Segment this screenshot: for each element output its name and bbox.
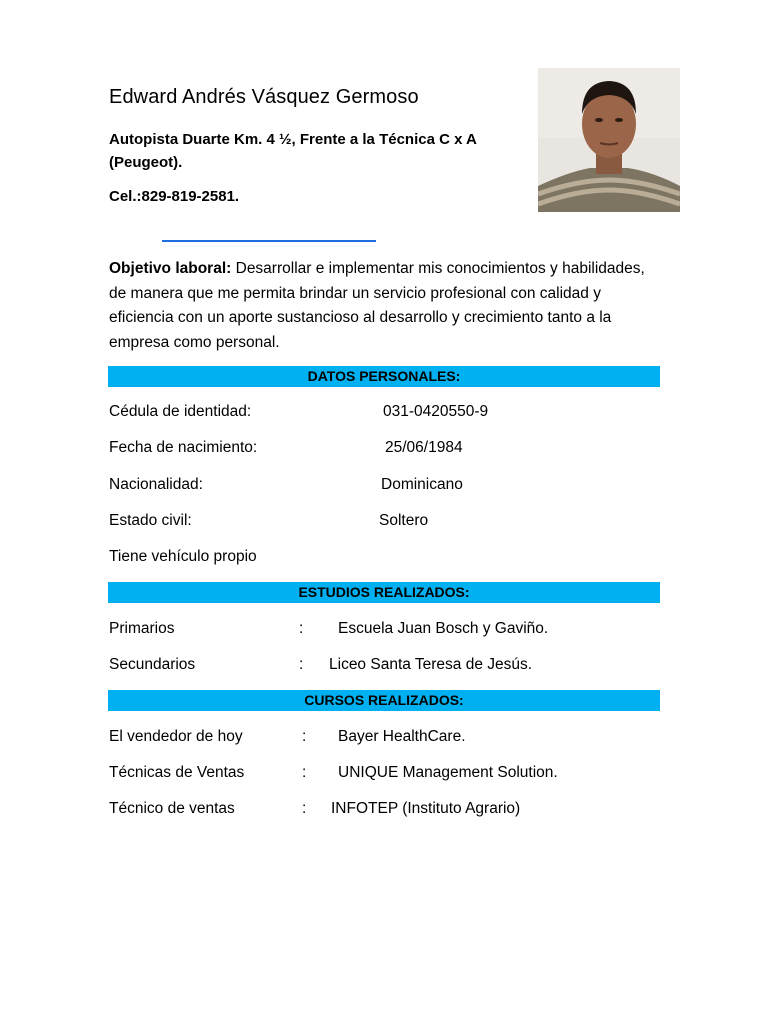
row-value: Soltero bbox=[379, 512, 429, 529]
row-label: Primarios bbox=[109, 620, 175, 637]
row-value: UNIQUE Management Solution. bbox=[338, 764, 558, 781]
header-divider bbox=[162, 240, 376, 242]
row-separator: : bbox=[299, 620, 304, 637]
row-separator: : bbox=[302, 764, 307, 781]
section-header-personal: DATOS PERSONALES: bbox=[108, 366, 660, 387]
section-header-studies: ESTUDIOS REALIZADOS: bbox=[108, 582, 660, 603]
row-label: Secundarios bbox=[109, 656, 196, 673]
row-separator: : bbox=[302, 800, 307, 817]
objective-text: Desarrollar e implementar mis conocimientos y habilidades, de manera que me permita brindar un servicio profesional con calidad y eficiencia con un aporte sustancioso al desarrollo y crecimiento tanto a la empresa como personal. bbox=[109, 260, 645, 351]
row-label: Fecha de nacimiento: bbox=[109, 439, 258, 456]
section-header-courses: CURSOS REALIZADOS: bbox=[108, 690, 660, 711]
row-label: El vendedor de hoy bbox=[109, 728, 243, 745]
applicant-address: Autopista Duarte Km. 4 ½, Frente a la Técnica C x A (Peugeot). bbox=[109, 131, 477, 171]
row-label: Cédula de identidad: bbox=[109, 403, 252, 420]
objective-paragraph bbox=[109, 257, 664, 355]
row-separator: : bbox=[302, 728, 307, 745]
row-value: 031-0420550-9 bbox=[383, 403, 489, 420]
objective-label: Objetivo laboral: bbox=[109, 260, 232, 277]
row-value: Liceo Santa Teresa de Jesús. bbox=[329, 656, 533, 673]
row-value: Bayer HealthCare. bbox=[338, 728, 466, 745]
row-label: Tiene vehículo propio bbox=[109, 548, 257, 565]
row-label: Técnico de ventas bbox=[109, 800, 235, 817]
row-label: Estado civil: bbox=[109, 512, 192, 529]
row-value: Escuela Juan Bosch y Gaviño. bbox=[338, 620, 549, 637]
profile-photo bbox=[538, 68, 680, 212]
row-value: Dominicano bbox=[381, 476, 463, 493]
row-separator: : bbox=[299, 656, 304, 673]
row-value: 25/06/1984 bbox=[385, 439, 463, 456]
row-label: Nacionalidad: bbox=[109, 476, 203, 493]
applicant-phone: Cel.:829-819-2581. bbox=[109, 188, 240, 205]
row-label: Técnicas de Ventas bbox=[109, 764, 245, 781]
row-value: INFOTEP (Instituto Agrario) bbox=[331, 800, 521, 817]
applicant-name: Edward Andrés Vásquez Germoso bbox=[109, 86, 419, 108]
